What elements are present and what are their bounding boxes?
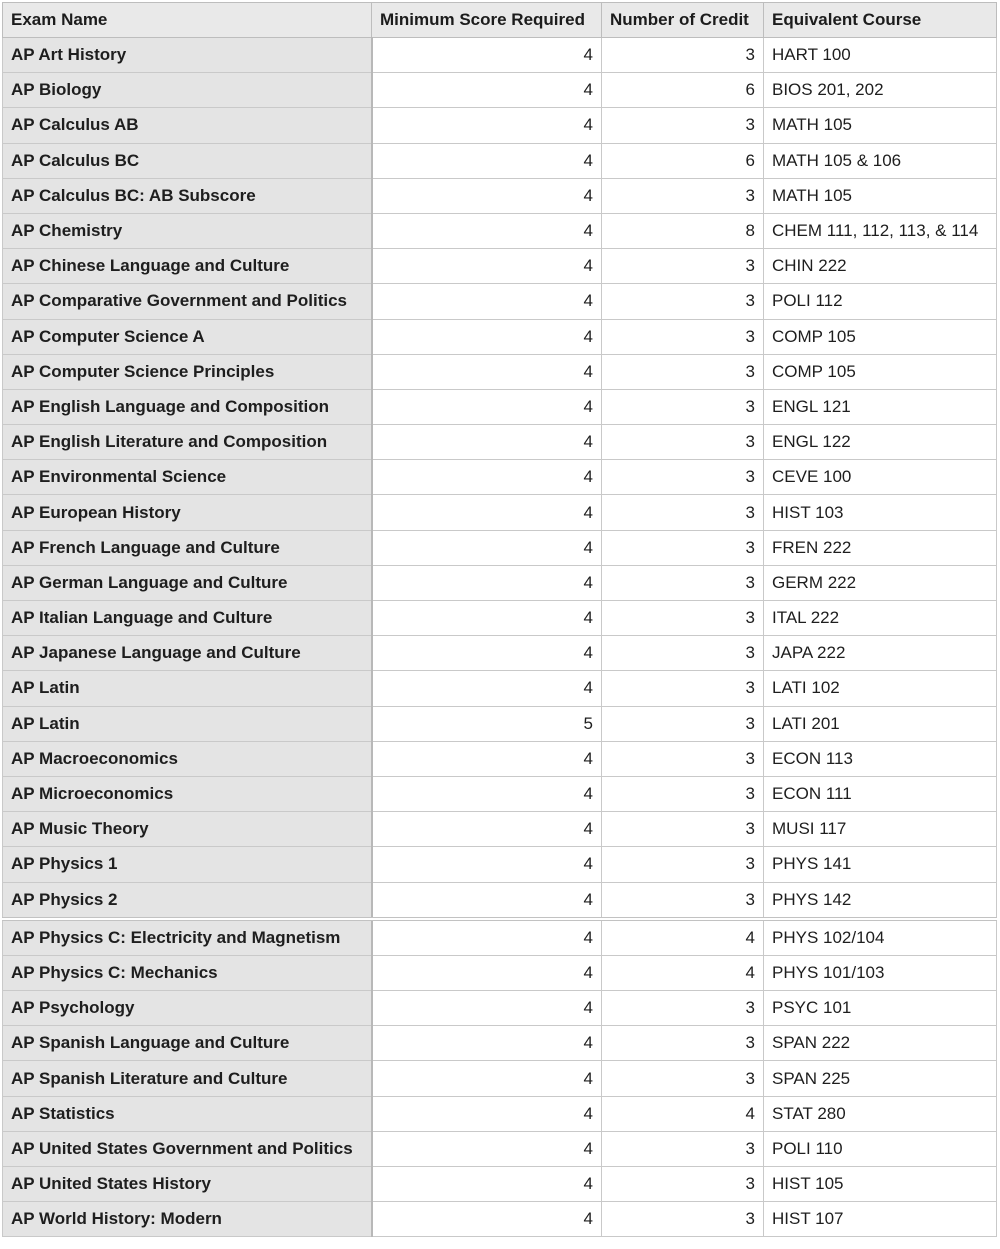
exam-name-cell: AP Japanese Language and Culture (3, 636, 372, 671)
min-score-cell: 4 (372, 38, 602, 73)
min-score-cell: 4 (372, 1131, 602, 1166)
exam-name-cell: AP English Literature and Composition (3, 425, 372, 460)
credits-cell: 4 (602, 919, 764, 956)
exam-name-cell: AP Physics C: Electricity and Magnetism (3, 919, 372, 956)
exam-name-cell: AP Latin (3, 671, 372, 706)
credits-cell: 3 (602, 495, 764, 530)
exam-name-cell: AP German Language and Culture (3, 565, 372, 600)
exam-name-cell: AP World History: Modern (3, 1202, 372, 1237)
min-score-cell: 5 (372, 706, 602, 741)
exam-name-cell: AP French Language and Culture (3, 530, 372, 565)
equivalent-course-cell: SPAN 225 (764, 1061, 997, 1096)
table-row (3, 812, 997, 847)
credits-cell: 3 (602, 249, 764, 284)
table-row (3, 249, 997, 284)
exam-name-cell: AP Art History (3, 38, 372, 73)
equivalent-course-cell: POLI 110 (764, 1131, 997, 1166)
exam-name-cell: AP Calculus BC (3, 143, 372, 178)
equivalent-course-cell: JAPA 222 (764, 636, 997, 671)
credits-cell: 3 (602, 108, 764, 143)
min-score-cell: 4 (372, 1026, 602, 1061)
exam-name-cell: AP United States Government and Politics (3, 1131, 372, 1166)
table-row (3, 1167, 997, 1202)
min-score-cell: 4 (372, 1202, 602, 1237)
table-row (3, 741, 997, 776)
table-row (3, 495, 997, 530)
equivalent-course-cell: MUSI 117 (764, 812, 997, 847)
equivalent-course-cell: CHIN 222 (764, 249, 997, 284)
equivalent-course-cell: PSYC 101 (764, 991, 997, 1026)
table-row (3, 530, 997, 565)
table-row (3, 1061, 997, 1096)
table-row (3, 178, 997, 213)
credits-cell: 3 (602, 1167, 764, 1202)
table-row (3, 919, 997, 956)
credits-cell: 6 (602, 73, 764, 108)
exam-name-cell: AP Latin (3, 706, 372, 741)
min-score-cell: 4 (372, 741, 602, 776)
credits-cell: 4 (602, 955, 764, 990)
equivalent-course-cell: COMP 105 (764, 354, 997, 389)
credits-cell: 3 (602, 812, 764, 847)
credits-cell: 3 (602, 706, 764, 741)
table-row (3, 1026, 997, 1061)
equivalent-course-cell: HART 100 (764, 38, 997, 73)
exam-name-cell: AP Calculus BC: AB Subscore (3, 178, 372, 213)
equivalent-course-cell: LATI 201 (764, 706, 997, 741)
min-score-cell: 4 (372, 249, 602, 284)
equivalent-course-cell: COMP 105 (764, 319, 997, 354)
header-credits: Number of Credit (602, 3, 764, 38)
min-score-cell: 4 (372, 354, 602, 389)
credits-cell: 3 (602, 882, 764, 919)
equivalent-course-cell: MATH 105 (764, 178, 997, 213)
table-row (3, 38, 997, 73)
equivalent-course-cell: ITAL 222 (764, 601, 997, 636)
equivalent-course-cell: CEVE 100 (764, 460, 997, 495)
min-score-cell: 4 (372, 671, 602, 706)
min-score-cell: 4 (372, 991, 602, 1026)
table-row (3, 955, 997, 990)
header-row (3, 3, 997, 38)
table-row (3, 143, 997, 178)
exam-name-cell: AP Spanish Literature and Culture (3, 1061, 372, 1096)
table-row (3, 389, 997, 424)
exam-name-cell: AP Music Theory (3, 812, 372, 847)
credits-cell: 3 (602, 389, 764, 424)
min-score-cell: 4 (372, 319, 602, 354)
equivalent-course-cell: GERM 222 (764, 565, 997, 600)
table-row (3, 460, 997, 495)
table-row (3, 73, 997, 108)
exam-name-cell: AP Psychology (3, 991, 372, 1026)
equivalent-course-cell: PHYS 141 (764, 847, 997, 882)
credits-cell: 3 (602, 425, 764, 460)
credits-cell: 3 (602, 354, 764, 389)
credits-cell: 3 (602, 991, 764, 1026)
min-score-cell: 4 (372, 601, 602, 636)
min-score-cell: 4 (372, 108, 602, 143)
table-row (3, 671, 997, 706)
exam-name-cell: AP Environmental Science (3, 460, 372, 495)
equivalent-course-cell: ENGL 121 (764, 389, 997, 424)
credits-cell: 3 (602, 601, 764, 636)
exam-name-cell: AP Comparative Government and Politics (3, 284, 372, 319)
equivalent-course-cell: HIST 105 (764, 1167, 997, 1202)
credits-cell: 3 (602, 178, 764, 213)
exam-name-cell: AP Biology (3, 73, 372, 108)
equivalent-course-cell: HIST 107 (764, 1202, 997, 1237)
exam-name-cell: AP Statistics (3, 1096, 372, 1131)
exam-name-cell: AP Microeconomics (3, 776, 372, 811)
min-score-cell: 4 (372, 284, 602, 319)
table-row (3, 991, 997, 1026)
exam-name-cell: AP Computer Science A (3, 319, 372, 354)
min-score-cell: 4 (372, 919, 602, 956)
table-row (3, 1131, 997, 1166)
min-score-cell: 4 (372, 73, 602, 108)
credits-cell: 3 (602, 565, 764, 600)
table-row (3, 284, 997, 319)
table-row (3, 636, 997, 671)
equivalent-course-cell: MATH 105 (764, 108, 997, 143)
credits-cell: 6 (602, 143, 764, 178)
table-row (3, 425, 997, 460)
min-score-cell: 4 (372, 882, 602, 919)
equivalent-course-cell: PHYS 102/104 (764, 919, 997, 956)
table-row (3, 776, 997, 811)
exam-name-cell: AP Spanish Language and Culture (3, 1026, 372, 1061)
credits-cell: 3 (602, 1131, 764, 1166)
equivalent-course-cell: LATI 102 (764, 671, 997, 706)
table-body (3, 38, 997, 1237)
exam-name-cell: AP Chemistry (3, 213, 372, 248)
equivalent-course-cell: ECON 111 (764, 776, 997, 811)
table-row (3, 1202, 997, 1237)
table-row (3, 1096, 997, 1131)
table-row (3, 319, 997, 354)
min-score-cell: 4 (372, 1096, 602, 1131)
credits-cell: 3 (602, 847, 764, 882)
min-score-cell: 4 (372, 213, 602, 248)
credits-cell: 3 (602, 319, 764, 354)
equivalent-course-cell: POLI 112 (764, 284, 997, 319)
credits-cell: 3 (602, 530, 764, 565)
min-score-cell: 4 (372, 955, 602, 990)
equivalent-course-cell: ECON 113 (764, 741, 997, 776)
exam-name-cell: AP Chinese Language and Culture (3, 249, 372, 284)
credits-cell: 3 (602, 1202, 764, 1237)
header-exam-name: Exam Name (3, 3, 372, 38)
header-min-score: Minimum Score Required (372, 3, 602, 38)
table-row (3, 108, 997, 143)
exam-name-cell: AP United States History (3, 1167, 372, 1202)
exam-name-cell: AP Computer Science Principles (3, 354, 372, 389)
exam-name-cell: AP Calculus AB (3, 108, 372, 143)
credits-cell: 8 (602, 213, 764, 248)
credits-cell: 3 (602, 636, 764, 671)
credits-cell: 3 (602, 1061, 764, 1096)
credits-cell: 4 (602, 1096, 764, 1131)
equivalent-course-cell: ENGL 122 (764, 425, 997, 460)
credits-cell: 3 (602, 1026, 764, 1061)
credits-cell: 3 (602, 460, 764, 495)
min-score-cell: 4 (372, 812, 602, 847)
min-score-cell: 4 (372, 1061, 602, 1096)
exam-name-cell: AP Physics 1 (3, 847, 372, 882)
min-score-cell: 4 (372, 530, 602, 565)
table-row (3, 565, 997, 600)
min-score-cell: 4 (372, 776, 602, 811)
table-row (3, 882, 997, 919)
credits-cell: 3 (602, 776, 764, 811)
min-score-cell: 4 (372, 178, 602, 213)
equivalent-course-cell: STAT 280 (764, 1096, 997, 1131)
equivalent-course-cell: FREN 222 (764, 530, 997, 565)
table-row (3, 213, 997, 248)
exam-name-cell: AP Italian Language and Culture (3, 601, 372, 636)
equivalent-course-cell: SPAN 222 (764, 1026, 997, 1061)
min-score-cell: 4 (372, 389, 602, 424)
credits-cell: 3 (602, 671, 764, 706)
equivalent-course-cell: PHYS 142 (764, 882, 997, 919)
min-score-cell: 4 (372, 636, 602, 671)
equivalent-course-cell: BIOS 201, 202 (764, 73, 997, 108)
exam-name-cell: AP Macroeconomics (3, 741, 372, 776)
exam-name-cell: AP English Language and Composition (3, 389, 372, 424)
min-score-cell: 4 (372, 143, 602, 178)
equivalent-course-cell: HIST 103 (764, 495, 997, 530)
table-header (3, 3, 997, 38)
table-row (3, 601, 997, 636)
credits-cell: 3 (602, 38, 764, 73)
credits-cell: 3 (602, 284, 764, 319)
exam-name-cell: AP Physics C: Mechanics (3, 955, 372, 990)
min-score-cell: 4 (372, 425, 602, 460)
min-score-cell: 4 (372, 460, 602, 495)
equivalent-course-cell: MATH 105 & 106 (764, 143, 997, 178)
table-row (3, 847, 997, 882)
min-score-cell: 4 (372, 495, 602, 530)
ap-credit-table (2, 2, 997, 1237)
min-score-cell: 4 (372, 1167, 602, 1202)
header-equivalent-course: Equivalent Course (764, 3, 997, 38)
min-score-cell: 4 (372, 565, 602, 600)
equivalent-course-cell: CHEM 111, 112, 113, & 114 (764, 213, 997, 248)
exam-name-cell: AP European History (3, 495, 372, 530)
equivalent-course-cell: PHYS 101/103 (764, 955, 997, 990)
credits-cell: 3 (602, 741, 764, 776)
table-row (3, 706, 997, 741)
min-score-cell: 4 (372, 847, 602, 882)
table-row (3, 354, 997, 389)
exam-name-cell: AP Physics 2 (3, 882, 372, 919)
